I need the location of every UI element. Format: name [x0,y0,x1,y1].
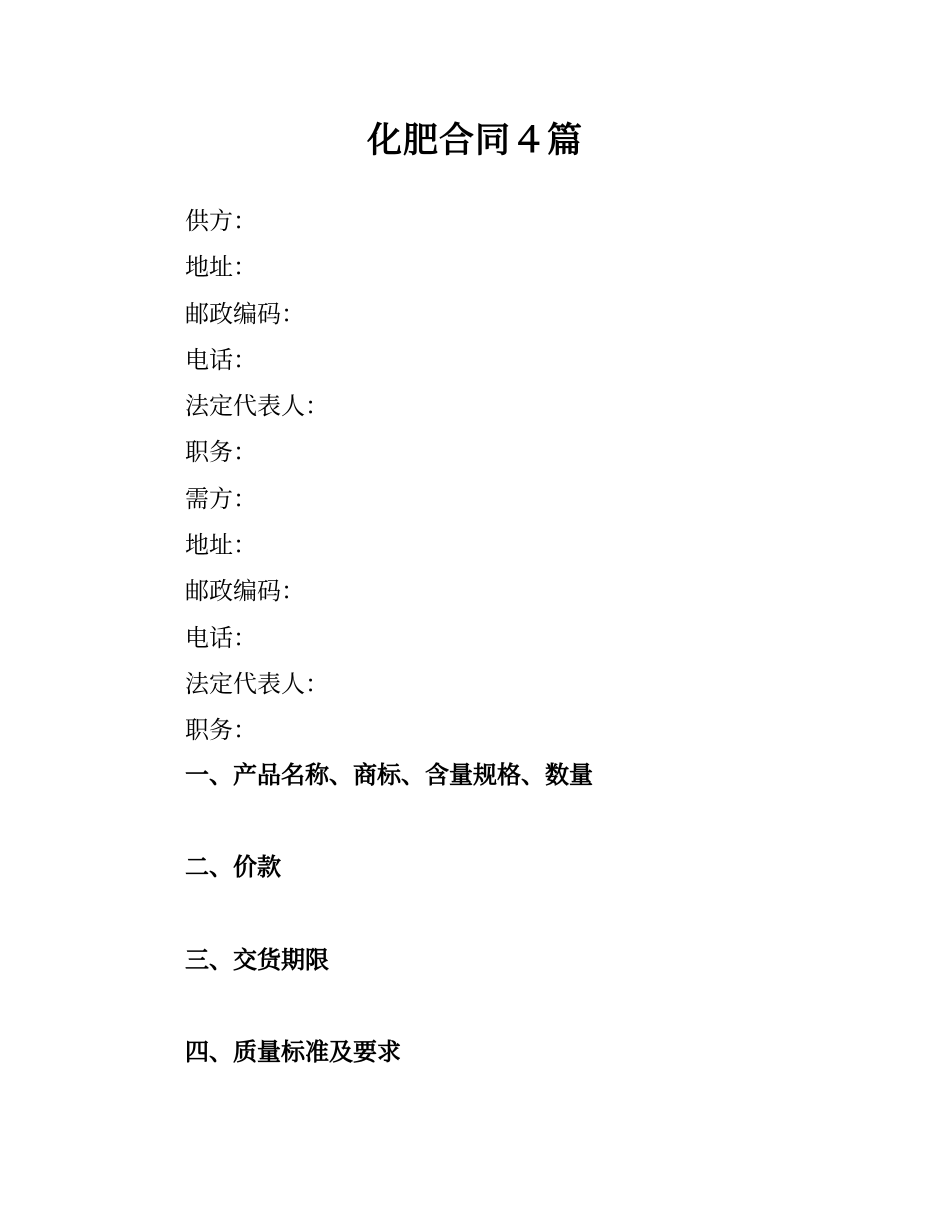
buyer-phone-field: 电话： [185,623,257,652]
document-title: 化肥合同４篇 [366,121,583,161]
supplier-field: 供方： [185,207,257,235]
buyer-position-field: 职务： [185,716,257,745]
section-heading-delivery: 三、交货期限 [185,945,329,974]
buyer-address-field: 地址： [185,531,257,560]
supplier-address-field: 地址： [185,253,257,282]
buyer-postcode-field: 邮政编码： [185,577,305,606]
section-heading-product: 一、产品名称、商标、含量规格、数量 [185,761,593,789]
section-heading-price: 二、价款 [185,853,281,882]
section-heading-quality: 四、质量标准及要求 [185,1037,401,1066]
contract-sections [185,753,593,1122]
supplier-postcode-field: 邮政编码： [185,299,305,328]
supplier-phone-field: 电话： [185,345,257,374]
supplier-position-field: 职务： [185,438,257,467]
buyer-field: 需方： [185,484,257,513]
supplier-legal-rep-field: 法定代表人： [185,392,329,421]
party-info-list [185,198,329,754]
buyer-legal-rep-field: 法定代表人： [185,669,329,698]
